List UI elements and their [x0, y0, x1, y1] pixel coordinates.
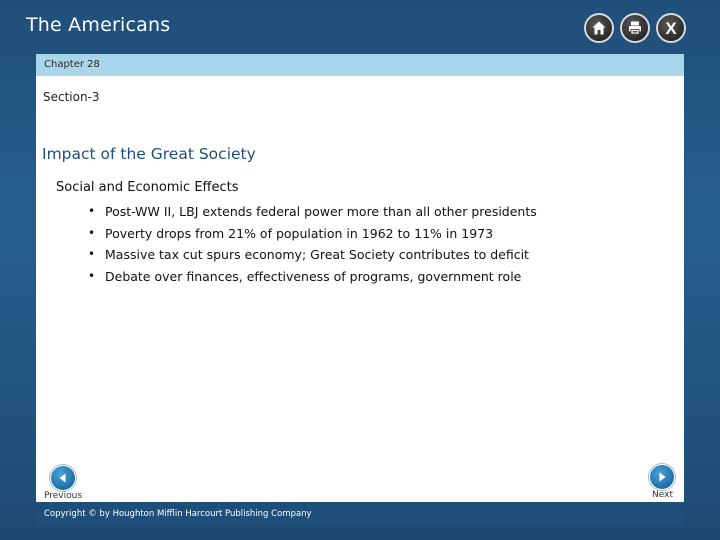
home-button[interactable] — [584, 13, 614, 43]
chapter-bar — [36, 54, 684, 76]
bullet-text: Poverty drops from 21% of population in 1962 to 11% in 1973 — [105, 225, 494, 241]
bullet-icon: • — [88, 225, 96, 240]
next-label[interactable]: Next — [652, 490, 673, 500]
bullet-item — [88, 266, 537, 288]
close-icon: X — [665, 18, 677, 38]
bullet-item — [88, 223, 537, 245]
bullet-text: Massive tax cut spurs economy; Great Society contributes to deficit — [105, 247, 529, 262]
bullet-item — [88, 244, 537, 266]
bullet-item — [88, 201, 537, 223]
section-label: Section-3 — [43, 90, 100, 104]
arrow-right-icon — [656, 471, 668, 483]
footer-bar — [36, 502, 684, 526]
copyright-text: Copyright © by Houghton Mifflin Harcourt Publishing Company — [44, 509, 312, 519]
bullet-icon: • — [88, 247, 96, 261]
bullet-icon: • — [88, 268, 96, 283]
app-title: The Americans — [26, 14, 171, 36]
print-button[interactable] — [620, 13, 650, 43]
subheading: Social and Economic Effects — [56, 180, 239, 195]
bullet-text: Post-WW II, LBJ extends federal power more than all other presidents — [105, 204, 537, 219]
previous-button[interactable] — [50, 465, 76, 491]
close-button[interactable] — [656, 13, 686, 43]
slide-content — [36, 76, 684, 502]
arrow-left-icon — [57, 472, 69, 484]
slide-title: Impact of the Great Society — [42, 145, 256, 163]
bullet-text: Debate over finances, effectiveness of programs, government role — [105, 268, 522, 284]
previous-label[interactable]: Previous — [44, 491, 83, 501]
home-icon — [591, 20, 607, 36]
next-button[interactable] — [649, 464, 675, 490]
printer-icon — [627, 20, 643, 36]
bullet-list — [88, 201, 537, 287]
bullet-icon: • — [88, 204, 96, 218]
chapter-label: Chapter 28 — [44, 59, 100, 70]
